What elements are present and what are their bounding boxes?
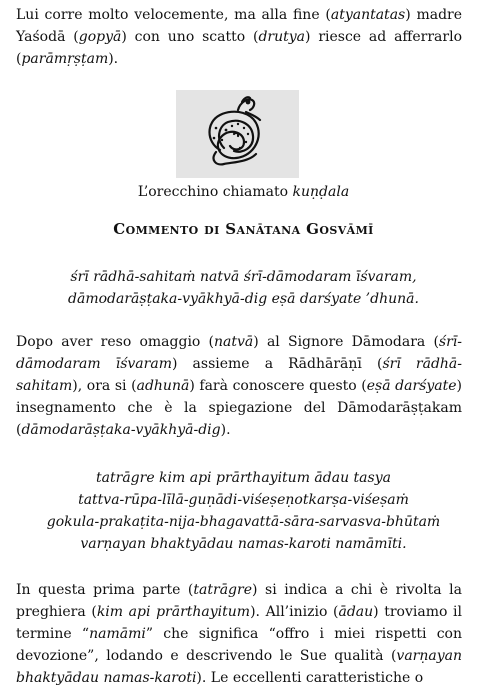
kundala-earring-image xyxy=(176,90,299,178)
sanskrit-term: ādau xyxy=(338,604,374,620)
text-run: In questa prima parte ( xyxy=(16,582,194,598)
text-run: ) troviamo il termine “ xyxy=(16,604,462,642)
verse-block-1 xyxy=(0,266,487,310)
text-run: ” che significa “offro i miei rispetti con devozione”, lodando e descrivendo le Sue qualità ( xyxy=(16,626,462,664)
sanskrit-term: drutya xyxy=(258,29,306,45)
sanskrit-term: varṇayan bhaktyādau namas-karoti xyxy=(16,648,462,686)
text-run: ) si indica a chi è rivolta la preghiera ( xyxy=(16,582,462,620)
paragraph-explanation xyxy=(16,579,462,689)
paragraph-commentary xyxy=(16,331,462,441)
text-run: ) farà conoscere questo ( xyxy=(189,378,367,394)
text-run: ) insegnamento che è la spiegazione del Dāmodarāṣṭakam ( xyxy=(16,378,462,438)
sanskrit-term: namāmi xyxy=(89,626,146,642)
verse-line: gokula-prakaṭita-nija-bhagavattā-sāra-sarvasva-bhūtaṁ xyxy=(46,514,441,530)
sanskrit-term: śrī-dāmodaram īśvaram xyxy=(16,334,463,372)
text-run: Lui corre molto velocemente, ma alla fine ( xyxy=(16,7,331,23)
figure-caption xyxy=(0,182,487,202)
text-run: ). All’inizio ( xyxy=(250,604,339,620)
text-run: ). Le eccellenti caratteristiche o xyxy=(196,670,424,686)
text-run: ). xyxy=(108,51,119,67)
sanskrit-term: kim api prārthayitum xyxy=(96,604,251,620)
earring-illustration xyxy=(176,90,299,178)
sanskrit-term: atyantatas xyxy=(330,7,406,23)
sanskrit-term: parāmṛṣṭam xyxy=(21,51,109,67)
sanskrit-term: natvā xyxy=(214,334,254,350)
text-run: ). xyxy=(220,422,231,438)
sanskrit-term: tatrāgre xyxy=(193,582,252,598)
verse-line: varṇayan bhaktyādau namas-karoti namāmīti. xyxy=(80,536,407,552)
verse-line: dāmodarāṣṭaka-vyākhyā-dig eṣā darśyate ’dhunā. xyxy=(68,291,419,307)
text-run: Dopo aver reso omaggio ( xyxy=(16,334,215,350)
sanskrit-term: eṣā darśyate xyxy=(366,378,457,394)
sanskrit-term: dāmodarāṣṭaka-vyākhyā-dig xyxy=(21,422,221,438)
caption-term: kuṇḍala xyxy=(292,184,350,200)
sanskrit-term: gopyā xyxy=(78,29,122,45)
text-run: ), ora si ( xyxy=(72,378,137,394)
sanskrit-term: śrī rādhā-sahitam xyxy=(16,356,463,394)
text-run: ) madre Yaśodā ( xyxy=(16,7,463,45)
verse-line: tatrāgre kim api prārthayitum ādau tasya xyxy=(96,470,391,486)
text-run: ) al Signore Dāmodara ( xyxy=(253,334,439,350)
verse-line: tattva-rūpa-līlā-guṇādi-viśeṣeṇotkarṣa-viśeṣaṁ xyxy=(78,492,409,508)
verse-block-2 xyxy=(0,467,487,555)
verse-line: śrī rādhā-sahitaṁ natvā śrī-dāmodaram īśvaram, xyxy=(70,269,417,285)
text-run: ) con uno scatto ( xyxy=(121,29,259,45)
section-heading: Commento di Sanātana Gosvāmī xyxy=(113,220,374,238)
text-run: ) riesce ad afferrarlo ( xyxy=(16,29,462,67)
sanskrit-term: adhunā xyxy=(136,378,190,394)
caption-text: L’orecchino chiamato xyxy=(137,184,293,200)
text-run: ) assieme a Rādhārāṇī ( xyxy=(171,356,383,372)
paragraph-intro xyxy=(16,4,462,70)
